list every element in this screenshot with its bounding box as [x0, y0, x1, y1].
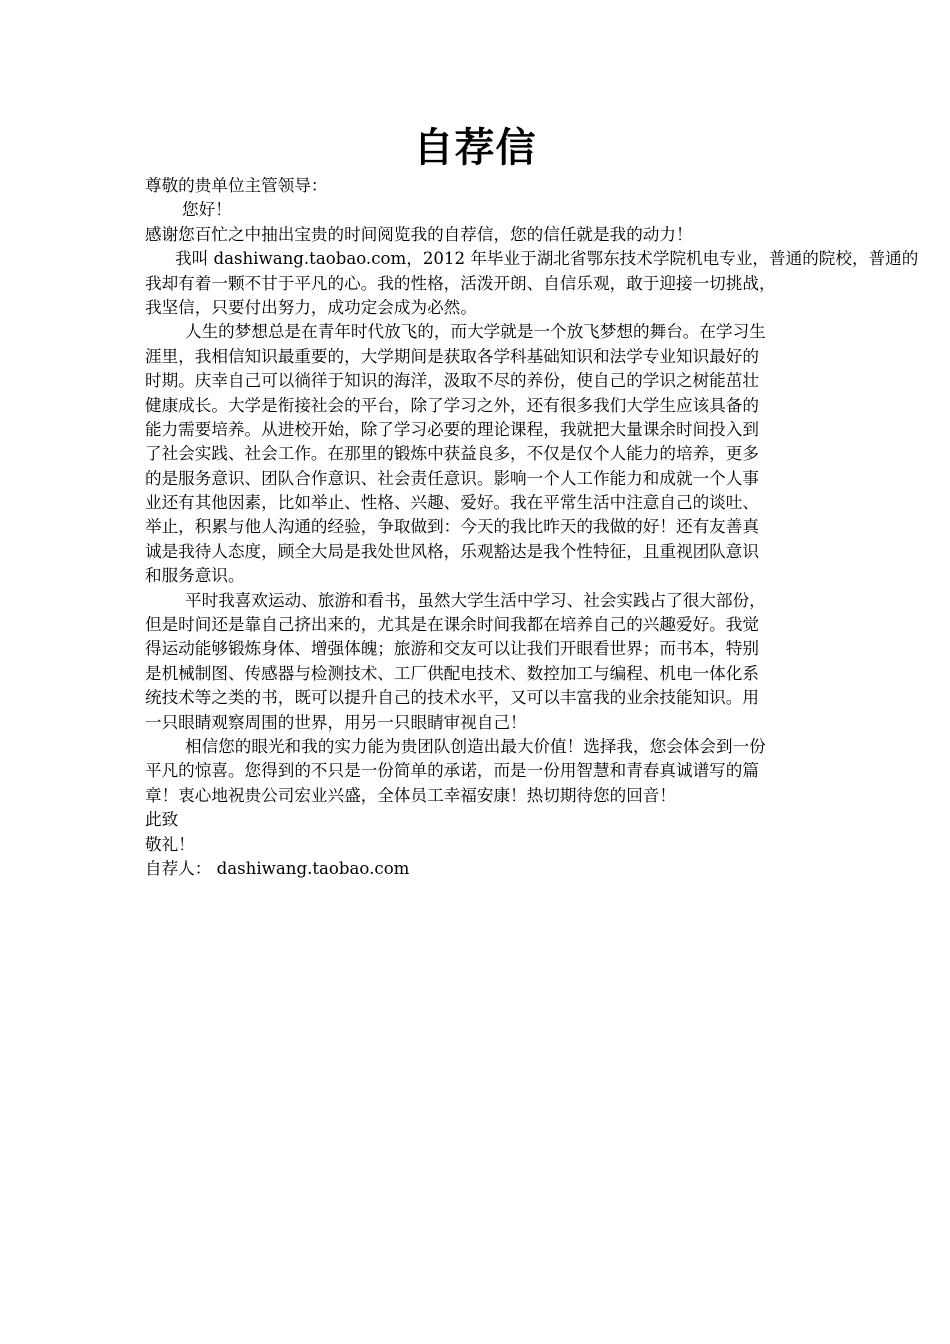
dream-paragraph — [145, 320, 855, 588]
paragraph-line: 我坚信，只要付出努力，成功定会成为必然。 — [145, 297, 477, 317]
closing-salute: 敬礼！ — [145, 834, 195, 854]
paragraph-line: 和服务意识。 — [145, 566, 245, 586]
paragraph-line: 我却有着一颗不甘于平凡的心。我的性格，活泼开朗、自信乐观，敢于迎接一切挑战， — [145, 273, 776, 293]
paragraph-line: 统技术等之类的书，既可以提升自己的技术水平，又可以丰富我的业余技能知识。用 — [145, 688, 759, 708]
signature: 自荐人： dashiwang.taobao.com — [145, 858, 410, 878]
paragraph-line: 人生的梦想总是在青年时代放飞的，而大学就是一个放飞梦想的舞台。在学习生 — [185, 322, 766, 342]
document-title: 自荐信 — [413, 125, 537, 171]
hobbies-paragraph — [145, 589, 855, 735]
letter-body — [145, 174, 919, 881]
closing-paragraph — [145, 735, 855, 808]
paragraph-line: 我叫 dashiwang.taobao.com，2012 年毕业于湖北省鄂东技术学院机电专业，普通的院校，普通的 — [175, 249, 919, 269]
paragraph-line: 时期。庆幸自己可以徜徉于知识的海洋，汲取不尽的养份，使自己的学识之树能茁壮 — [145, 371, 759, 391]
salutation: 尊敬的贵单位主管领导： — [145, 176, 328, 195]
paragraph-line: 诚是我待人态度，顾全大局是我处世风格，乐观豁达是我个性特征，且重视团队意识 — [145, 541, 759, 561]
paragraph-line: 了社会实践、社会工作。在那里的锻炼中获益良多，不仅是仅个人能力的培养，更多 — [145, 444, 759, 464]
paragraph-line: 相信您的眼光和我的实力能为贵团队创造出最大价值！选择我，您会体会到一份 — [185, 736, 766, 756]
paragraph-line: 能力需要培养。从进校开始，除了学习必要的理论课程，我就把大量课余时间投入到 — [145, 419, 759, 439]
intro-paragraph — [145, 247, 919, 320]
thanks-line: 感谢您百忙之中抽出宝贵的时间阅览我的自荐信，您的信任就是我的动力！ — [145, 224, 693, 244]
paragraph-line: 一只眼睛观察周围的世界，用另一只眼睛审视自己！ — [145, 712, 527, 732]
paragraph-line: 涯里，我相信知识最重要的，大学期间是获取各学科基础知识和法学专业知识最好的 — [145, 346, 759, 366]
paragraph-line: 平凡的惊喜。您得到的不只是一份简单的承诺，而是一份用智慧和青春真诚谱写的篇 — [145, 761, 759, 781]
paragraph-line: 但是时间还是靠自己挤出来的，尤其是在课余时间我都在培养自己的兴趣爱好。我觉 — [145, 615, 759, 635]
paragraph-line: 得运动能够锻炼身体、增强体魄；旅游和交友可以让我们开眼看世界；而书本，特别 — [145, 639, 759, 659]
paragraph-line: 健康成长。大学是衔接社会的平台，除了学习之外，还有很多我们大学生应该具备的 — [145, 395, 759, 415]
paragraph-line: 章！衷心地祝贵公司宏业兴盛，全体员工幸福安康！热切期待您的回音！ — [145, 785, 676, 805]
paragraph-line: 的是服务意识、团队合作意识、社会责任意识。影响一个人工作能力和成就一个人事 — [145, 468, 759, 488]
paragraph-line: 业还有其他因素，比如举止、性格、兴趣、爱好。我在平常生活中注意自己的谈吐、 — [145, 493, 759, 513]
closing-phrase: 此致 — [145, 810, 179, 830]
paragraph-line: 举止，积累与他人沟通的经验，争取做到：今天的我比昨天的我做的好！还有友善真 — [145, 517, 759, 537]
paragraph-line: 平时我喜欢运动、旅游和看书，虽然大学生活中学习、社会实践占了很大部份， — [185, 590, 766, 610]
paragraph-line: 是机械制图、传感器与检测技术、工厂供配电技术、数控加工与编程、机电一体化系 — [145, 663, 759, 683]
greeting: 您好！ — [182, 200, 232, 220]
